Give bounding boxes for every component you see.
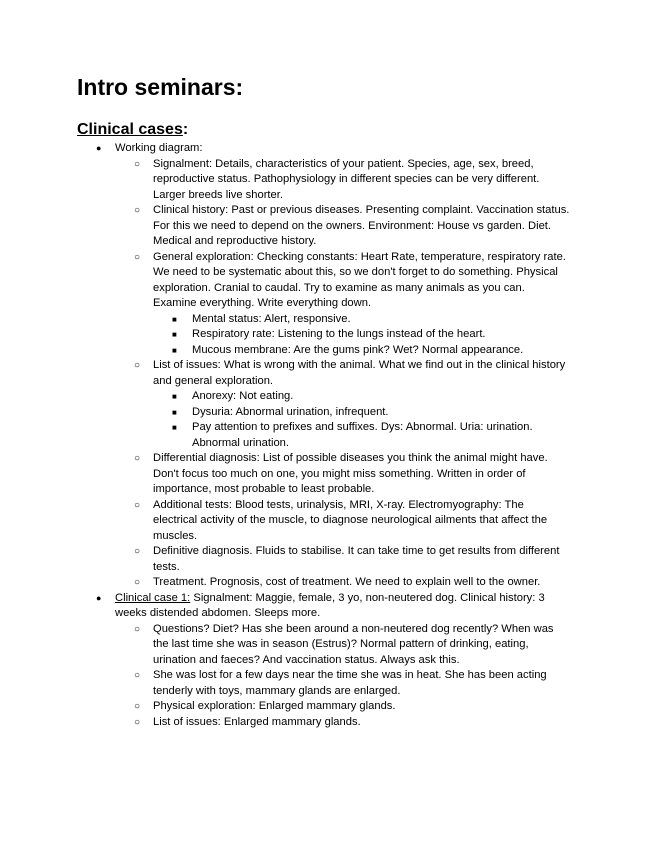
list-item (0, 141, 570, 157)
list-item (0, 544, 570, 575)
list-item-text: Signalment: Maggie, female, 3 yo, non-neutered dog. Clinical history: 3 weeks distended abdomen. Sleeps more. (115, 591, 545, 619)
list-item-text: Pay attention to prefixes and suffixes. Dys: Abnormal. Uria: urination. Abnormal urination. (192, 421, 533, 449)
list-item-text: General exploration: Checking constants: Heart Rate, temperature, respiratory rate. We need to be systematic about this, so we don't forget to do something. Physical exploration. Cranial to caudal. Try to examine as many animals as you can. Examine everything. Write everything down. (153, 250, 566, 309)
disc-bullet: ● (96, 592, 102, 603)
list-item (0, 157, 570, 204)
list-item-text: She was lost for a few days near the time she was in heat. She has been acting tenderly with toys, mammary glands are enlarged. (153, 669, 547, 697)
bullet-list-level-3 (0, 312, 655, 359)
circle-bullet: ○ (134, 623, 141, 635)
square-bullet: ■ (172, 423, 177, 432)
list-item-text: Anorexy: Not eating. (192, 390, 294, 402)
list-item (0, 420, 570, 451)
circle-bullet: ○ (134, 251, 141, 263)
list-item (0, 203, 570, 250)
list-item (0, 327, 570, 343)
circle-bullet: ○ (134, 499, 141, 511)
disc-bullet: ● (96, 143, 102, 153)
bullet-list-level-1 (0, 141, 655, 730)
list-item-text: Clinical history: Past or previous diseases. Presenting complaint. Vaccination status. For this we need to depend on the owners. Environment: House vs garden. Diet. Medical and reproductive history. (153, 204, 570, 247)
notes-body (0, 141, 655, 730)
list-item-text: Additional tests: Blood tests, urinalysis, MRI, X-ray. Electromyography: The electrical activity of the muscle, to diagnose neurological ailments that affect the muscles. (153, 498, 548, 542)
square-bullet: ■ (172, 330, 177, 339)
list-item-text: Mucous membrane: Are the gums pink? Wet? Normal appearance. (192, 343, 524, 356)
list-item-text: Questions? Diet? Has she been around a non-neutered dog recently? When was the last time she was in season (Estrus)? Normal pattern of drinking, eating, urination and faeces? And vaccination status. Always ask this. (153, 622, 554, 666)
list-item (0, 343, 570, 359)
list-item (0, 699, 570, 715)
list-item-text: Definitive diagnosis. Fluids to stabilise. It can take time to get results from different tests. (153, 545, 560, 573)
circle-bullet: ○ (134, 670, 141, 681)
list-item-text: Differential diagnosis: List of possible diseases you think the animal might have. Don't focus too much on one, you might miss something. Written in order of importance, most probable to least probable. (153, 452, 548, 495)
circle-bullet: ○ (134, 716, 141, 728)
circle-bullet: ○ (134, 453, 141, 464)
bullet-list-level-3 (0, 389, 655, 451)
list-item-text: Treatment. Prognosis, cost of treatment. We need to explain well to the owner. (153, 576, 541, 588)
list-item-text: Working diagram: (115, 142, 203, 154)
circle-bullet: ○ (134, 205, 141, 216)
bullet-list-level-2 (0, 622, 655, 731)
circle-bullet: ○ (134, 158, 141, 170)
circle-bullet: ○ (134, 546, 141, 557)
list-item-text: Respiratory rate: Listening to the lungs instead of the heart. (192, 328, 486, 340)
square-bullet: ■ (172, 392, 177, 401)
square-bullet: ■ (172, 407, 177, 417)
page-title: Intro seminars: (77, 74, 244, 100)
list-item-text: Dysuria: Abnormal urination, infrequent. (192, 405, 389, 418)
list-item (0, 622, 570, 669)
list-item-text: List of issues: Enlarged mammary glands. (153, 715, 361, 728)
list-item (0, 312, 570, 328)
section-heading (77, 121, 188, 139)
list-item (0, 498, 570, 545)
square-bullet: ■ (172, 314, 177, 324)
list-item-text: Mental status: Alert, responsive. (192, 312, 351, 325)
list-item (0, 250, 570, 312)
square-bullet: ■ (172, 345, 177, 355)
list-item-text: Signalment: Details, characteristics of your patient. Species, age, sex, breed, reproductive status. Pathophysiology in different species can be very different. Larger breeds live shorter. (153, 157, 540, 201)
list-item (0, 575, 570, 591)
list-item (0, 715, 570, 731)
list-item (0, 668, 570, 699)
list-item (0, 358, 570, 389)
list-item (0, 591, 570, 622)
list-item (0, 405, 570, 421)
list-item-text: Physical exploration: Enlarged mammary glands. (153, 700, 396, 712)
bullet-list-level-2 (0, 157, 655, 591)
list-item-text: List of issues: What is wrong with the animal. What we find out in the clinical history and general exploration. (153, 359, 566, 387)
circle-bullet: ○ (134, 577, 141, 588)
section-heading-colon: : (182, 121, 189, 138)
list-item (0, 389, 570, 405)
list-item (0, 451, 570, 498)
section-heading-text: Clinical cases (77, 121, 183, 138)
circle-bullet: ○ (134, 701, 141, 712)
case-label: Clinical case 1: (115, 591, 191, 604)
circle-bullet: ○ (134, 360, 141, 371)
